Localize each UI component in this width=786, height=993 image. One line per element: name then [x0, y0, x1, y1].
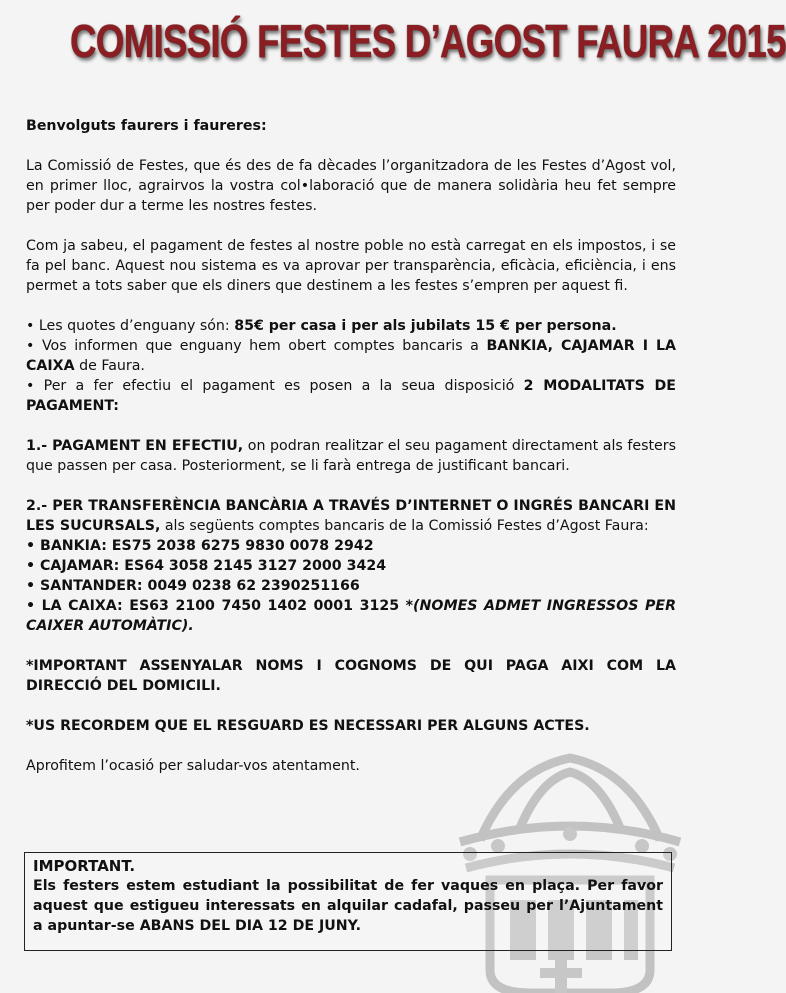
bullet-quotas-text: • Les quotes d’enguany són: [26, 318, 235, 334]
account-cajamar-text: • CAJAMAR: ES64 3058 2145 3127 2000 3424 [26, 558, 387, 574]
notice-heading: IMPORTANT. [33, 857, 136, 875]
page-title: COMISSIÓ FESTES D’AGOST FAURA 2015 [70, 15, 786, 67]
account-bankia-text: • BANKIA: ES75 2038 6275 9830 0078 2942 [26, 538, 374, 554]
notice-body: Els festers estem estudiant la possibilitat de fer vaques en plaça. Per favor aquest que estigueu interessats en alquilar cadafal, passeu per l’Ajuntament a apuntar-se ABANS DEL DIA 12 DE JUNY. [33, 878, 663, 934]
bullet-banks [26, 336, 676, 376]
bullet-banks-names: BANKIA, CAJAMAR I LA CAIXA [26, 338, 676, 374]
notice-box [24, 852, 672, 951]
account-santander [26, 576, 676, 596]
payment-mode-cash-text: on podran realitzar el seu pagament directament als festers que passen per casa. Posteriorment, se li farà entrega de justificant bancari. [26, 438, 677, 474]
bullet-quotas-amount: 85€ per casa i per als jubilats 15 € per persona. [234, 318, 617, 334]
account-cajamar [26, 556, 676, 576]
payment-mode-cash-title: 1.- PAGAMENT EN EFECTIU, [26, 438, 244, 454]
payment-mode-transfer-text: als següents comptes bancaris de la Comissió Festes d’Agost Faura: [160, 518, 649, 534]
bullet-banks-text: • Vos informen que enguany hem obert comptes bancaris a [26, 338, 487, 354]
account-santander-text: • SANTANDER: 0049 0238 62 2390251166 [26, 578, 360, 594]
bullet-modes-text: • Per a fer efectiu el pagament es posen a la seua disposició [26, 378, 524, 394]
payment-mode-cash [26, 436, 676, 476]
letter-body [26, 116, 676, 796]
account-caixa-text: • LA CAIXA: ES63 2100 7450 1402 0001 3125 * [26, 598, 414, 614]
important-receipt-text: *US RECORDEM QUE EL RESGUARD ES NECESSARI PER ALGUNS ACTES. [26, 718, 590, 734]
important-receipt-note [26, 716, 676, 736]
payment-mode-transfer [26, 496, 676, 536]
bullet-quotas [26, 316, 676, 336]
bullet-modes [26, 376, 676, 416]
bullet-modes-bold: 2 MODALITATS DE PAGAMENT: [26, 378, 676, 414]
payment-mode-transfer-title: 2.- PER TRANSFERÈNCIA BANCÀRIA A TRAVÉS D’INTERNET O INGRÉS BANCARI EN LES SUCURSALS, [26, 498, 676, 534]
account-bankia [26, 536, 676, 556]
bullet-banks-tail: de Faura. [74, 358, 145, 374]
account-caixa-note: (NOMES ADMET INGRESSOS PER CAIXER AUTOMÀTIC). [26, 598, 676, 634]
paragraph-intro: La Comissió de Festes, que és des de fa dècades l’organitzadora de les Festes d’Agost vol, en primer lloc, agrairvos la vostra col•laboració que de manera solidària heu fet sempre per poder dur a terme les nostres festes. [26, 158, 676, 214]
important-names-text: *IMPORTANT ASSENYALAR NOMS I COGNOMS DE QUI PAGA AIXI COM LA DIRECCIÓ DEL DOMICILI. [26, 658, 676, 694]
paragraph-system: Com ja sabeu, el pagament de festes al nostre poble no està carregat en els impostos, i se fa pel banc. Aquest nou sistema es va aprovar per transparència, eficàcia, eficiència, i ens permet a tots saber que els diners que destinem a les festes s’empren per aquest fi. [26, 238, 676, 294]
closing-line: Aprofitem l’ocasió per saludar-vos atentament. [26, 758, 360, 774]
important-names-note [26, 656, 676, 696]
greeting: Benvolguts faurers i faureres: [26, 118, 267, 134]
account-caixa [26, 596, 676, 636]
